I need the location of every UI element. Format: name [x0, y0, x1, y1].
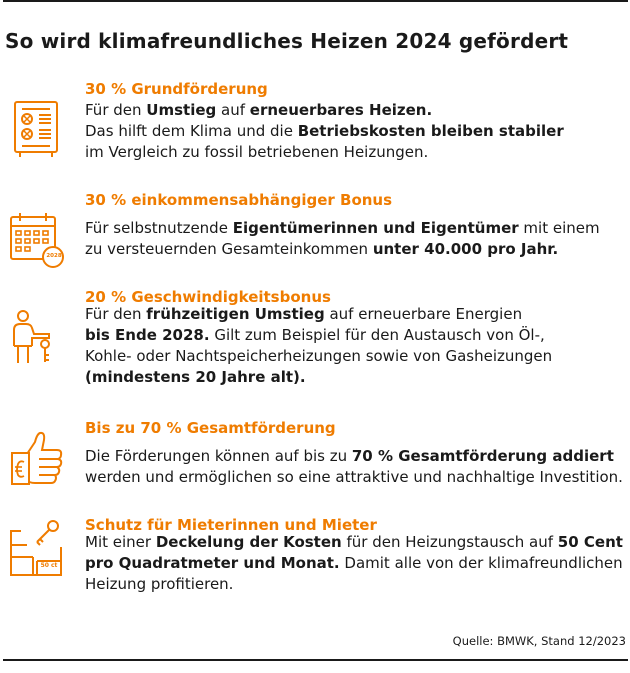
item-heading: 30 % Grundförderung [85, 80, 268, 98]
bold-text: 70 % Gesamtförderung addiert [351, 447, 614, 465]
body-text-span: für den Heizungstausch auf [341, 533, 558, 551]
item-body [85, 446, 630, 488]
body-text-span: Mit einer [85, 533, 156, 551]
top-rule [3, 0, 628, 2]
body-line [85, 346, 630, 367]
body-line [85, 239, 630, 260]
bold-text: frühzeitigen Umstieg [146, 305, 325, 323]
body-line [85, 121, 630, 142]
bold-text: Eigentümerinnen und Eigentümer [232, 219, 519, 237]
item-heading: Schutz für Mieterinnen und Mieter [85, 516, 377, 534]
item-heading: 20 % Geschwindigkeitsbonus [85, 288, 331, 306]
body-line [85, 218, 630, 239]
item-heading: Bis zu 70 % Gesamtförderung [85, 419, 336, 437]
body-text-span: Heizung profitieren. [85, 575, 234, 593]
bold-text: Umstieg [146, 101, 217, 119]
body-line [85, 304, 630, 325]
bold-text: (mindestens 20 Jahre alt). [85, 368, 306, 386]
calendar-icon [7, 211, 67, 271]
bold-text: Deckelung der Kosten [155, 533, 342, 551]
source-note: Quelle: BMWK, Stand 12/2023 [452, 634, 626, 648]
body-text-span: mit einem [518, 219, 600, 237]
body-line [85, 100, 630, 121]
calendar-icon-label: 2028 [46, 253, 62, 259]
body-line [85, 325, 630, 346]
item-heading: 30 % einkommensabhängiger Bonus [85, 191, 393, 209]
body-text-span: Kohle- oder Nachtspeicherheizungen sowie von Gasheizungen [85, 347, 553, 365]
body-text-span: werden und ermöglichen so eine attraktive und nachhaltige Investition. [85, 468, 623, 486]
bold-text: Betriebskosten bleiben stabiler [297, 122, 564, 140]
body-text-span: auf [216, 101, 250, 119]
body-text-span: Für den [85, 305, 147, 323]
page-title: So wird klimafreundliches Heizen 2024 gefördert [5, 29, 569, 53]
person-key-icon [7, 308, 67, 368]
item-body [85, 532, 630, 595]
body-text-span: Die Förderungen können auf bis zu [85, 447, 352, 465]
floorplan-icon-label: 50 ct [40, 562, 58, 569]
body-text-span: auf erneuerbare Energien [324, 305, 523, 323]
bold-text: pro Quadratmeter und Monat. [85, 554, 340, 572]
body-line [85, 142, 630, 163]
bottom-rule [3, 659, 628, 661]
body-line [85, 446, 630, 467]
body-line [85, 367, 630, 388]
bold-text: 50 Cent [557, 533, 623, 551]
body-line [85, 553, 630, 574]
heat-pump-icon [7, 99, 67, 159]
bold-text: bis Ende 2028. [85, 326, 210, 344]
body-text-span: Damit alle von der klimafreundlichen [339, 554, 623, 572]
item-body [85, 100, 630, 163]
body-text-span: Für den [85, 101, 147, 119]
body-text-span: Für selbstnutzende [85, 219, 233, 237]
body-line [85, 467, 630, 488]
item-body [85, 304, 630, 388]
body-text-span: Das hilft dem Klima und die [85, 122, 298, 140]
body-text-span: Gilt zum Beispiel für den Austausch von Öl-, [209, 326, 545, 344]
bold-text: unter 40.000 pro Jahr. [372, 240, 559, 258]
body-line [85, 532, 630, 553]
body-text-span: zu versteuernden Gesamteinkommen [85, 240, 373, 258]
body-text-span: im Vergleich zu fossil betriebenen Heizungen. [85, 143, 429, 161]
bold-text: erneuerbares Heizen. [249, 101, 433, 119]
body-line [85, 574, 630, 595]
item-body [85, 218, 630, 260]
floorplan-key-icon [7, 517, 67, 577]
thumbs-up-euro-icon [7, 428, 67, 488]
